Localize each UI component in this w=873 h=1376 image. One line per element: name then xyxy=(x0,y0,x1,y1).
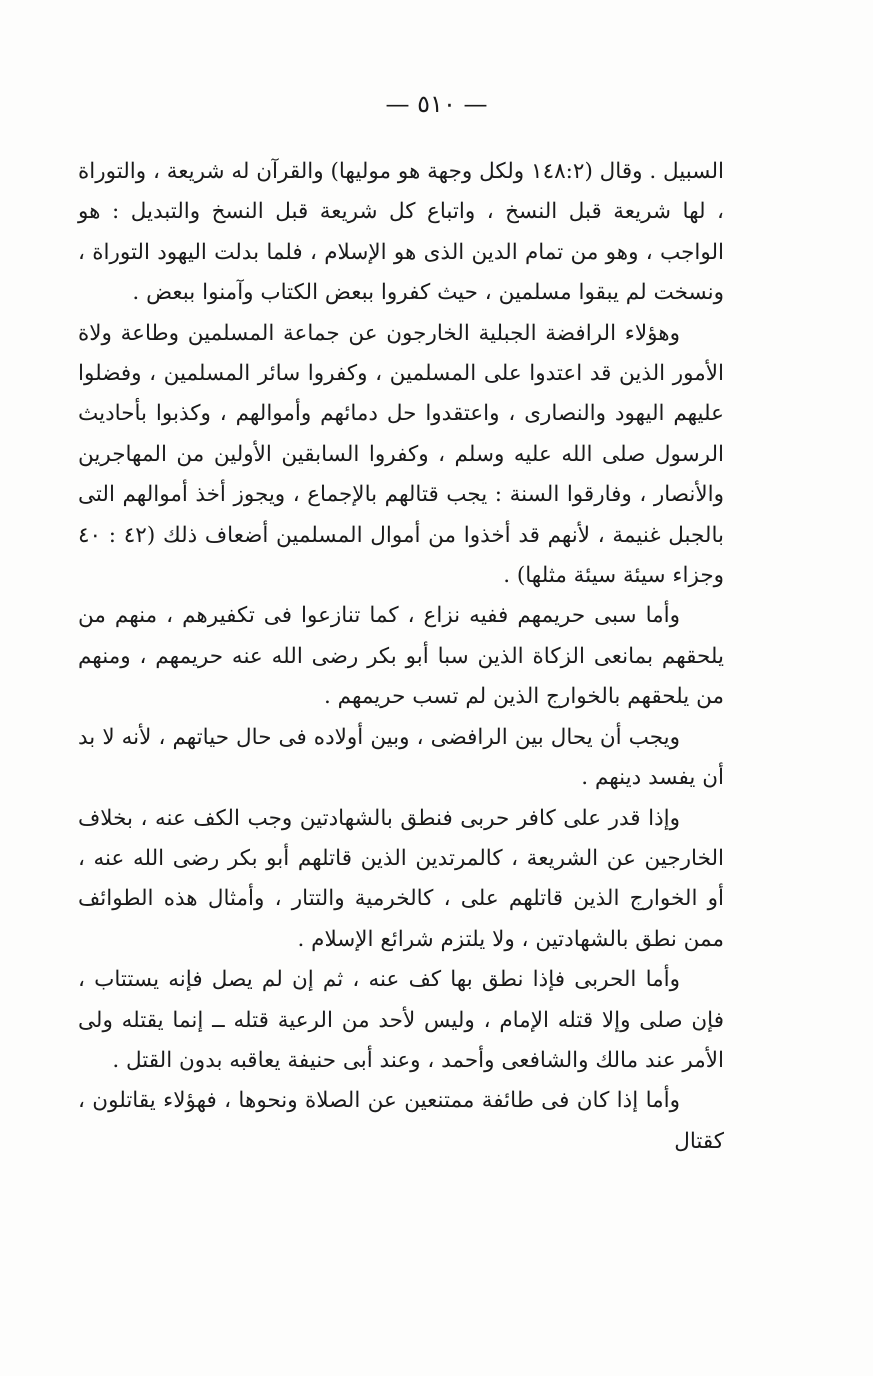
paragraph-3: وأما سبى حريمهم ففيه نزاع ، كما تنازعوا فى تكفيرهم ، منهم من يلحقهم بمانعى الزكاة الذين سبا أبو بكر رضى الله عنه حريمهم ، ومنهم من يلحقهم بالخوارج الذين لم تسب حريمهم . xyxy=(78,603,724,710)
paragraph-1: السبيل . وقال (١٤٨:٢ ولكل وجهة هو موليها) والقرآن له شريعة ، والتوراة ، لها شريعة قبل النسخ ، واتباع كل شريعة قبل النسخ والتبديل : هو الواجب ، وهو من تمام الدين الذى هو الإسلام ، فلما بدلت اليهود التوراة ، ونسخت لم يبقوا مسلمين ، حيث كفروا ببعض الكتاب وآمنوا ببعض . xyxy=(78,159,724,306)
paragraph-6: وأما الحربى فإذا نطق بها كف عنه ، ثم إن لم يصل فإنه يستتاب ، فإن صلى وإلا قتله الإمام ، وليس لأحد من الرعية قتله ــ إنما يقتله ولى الأمر عند مالك والشافعى وأحمد ، وعند أبى حنيفة يعاقبه بدون القتل . xyxy=(78,967,724,1073)
paragraph-5: وإذا قدر على كافر حربى فنطق بالشهادتين وجب الكف عنه ، بخلاف الخارجين عن الشريعة ، كالمرتدين الذين قاتلهم أبو بكر رضى الله عنه ، أو الخوارج الذين قاتلهم على ، كالخرمية والتتار ، وأمثال هذه الطوائف ممن نطق بالشهادتين ، ولا يلتزم شرائع الإسلام . xyxy=(78,805,724,952)
paragraph-7: وأما إذا كان فى طائفة ممتنعين عن الصلاة ونحوها ، فهؤلاء يقاتلون ، كقتال xyxy=(78,1088,724,1154)
paragraph-2: وهؤلاء الرافضة الجبلية الخارجون عن جماعة المسلمين وطاعة ولاة الأمور الذين قد اعتدوا على المسلمين ، وكفروا سائر المسلمين ، وفضلوا عليهم اليهود والنصارى ، واعتقدوا حل دمائهم وأموالهم ، وكذبوا بأحاديث الرسول صلى الله عليه وسلم ، وكفروا السابقين الأولين من المهاجرين والأنصار ، وفارقوا السنة : يجب قتالهم بالإجماع ، ويجوز أخذ أموالهم التى بالجبل غنيمة ، لأنهم قد أخذوا من أموال المسلمين أضعاف ذلك (٤٢ : ٤٠ وجزاء سيئة سيئة مثلها) . xyxy=(78,320,724,589)
paragraph-4: ويجب أن يحال بين الرافضى ، وبين أولاده فى حال حياتهم ، لأنه لا بد أن يفسد دينهم . xyxy=(78,724,724,791)
body-text xyxy=(78,152,724,1162)
page-number: — ٥١٠ — xyxy=(385,90,488,118)
